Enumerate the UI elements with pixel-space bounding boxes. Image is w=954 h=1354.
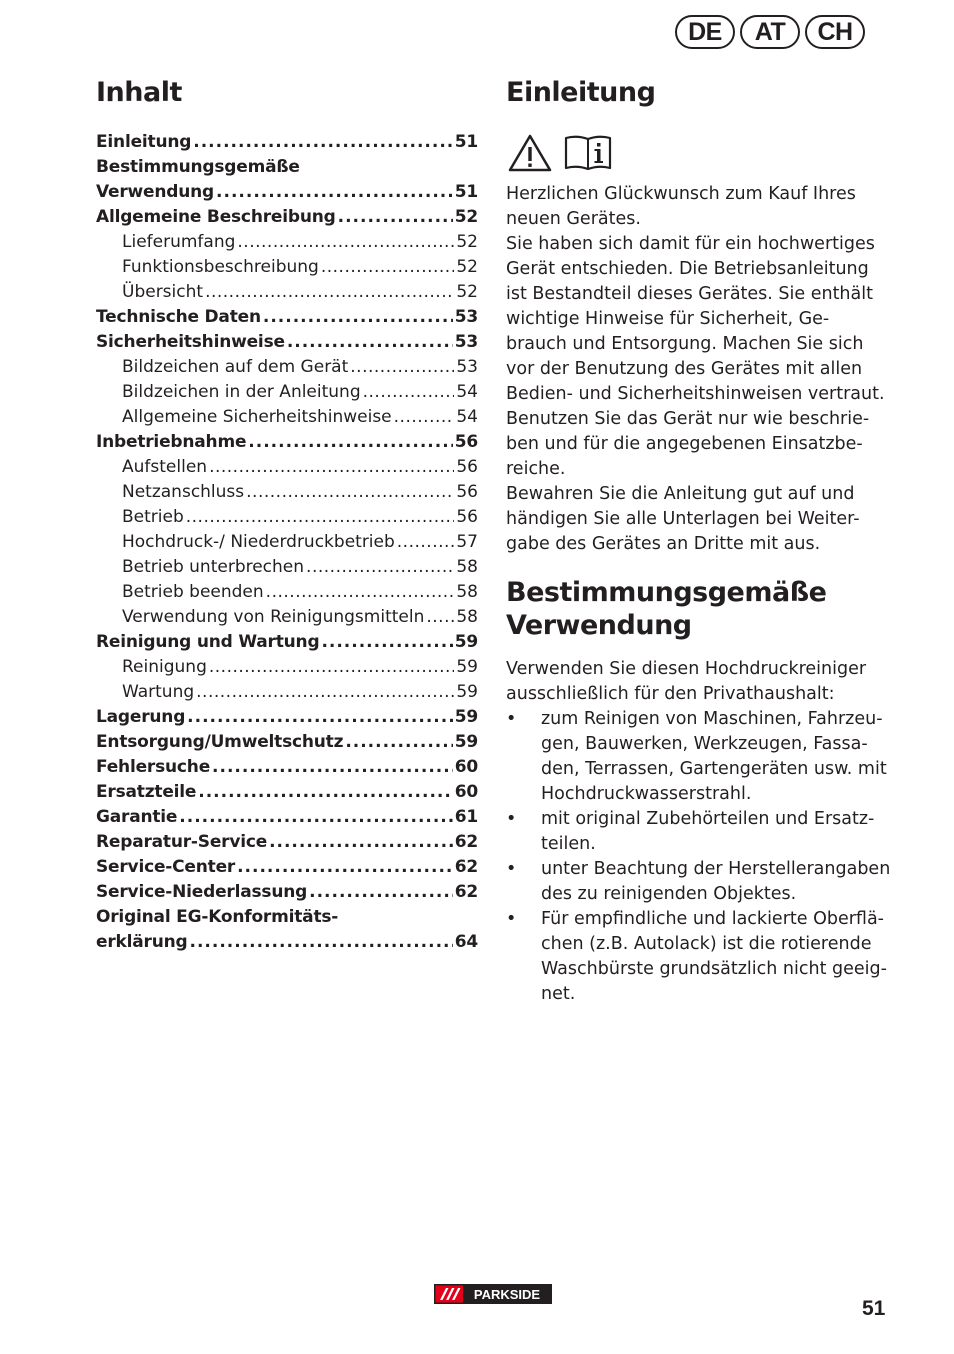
toc-entry-label: Funktionsbeschreibung <box>122 257 319 277</box>
toc-entry-page: 53 <box>454 332 478 352</box>
toc-leader-dots <box>189 932 452 952</box>
toc-entry-label: Verwendung von Reinigungsmitteln <box>122 607 425 627</box>
toc-entry-page: 59 <box>456 657 478 677</box>
bullet-line: mit original Zubehörteilen und Ersatz- <box>541 809 875 829</box>
einleitung-line: ist Bestandteil dieses Gerätes. Sie enthält <box>506 284 873 304</box>
toc-entry <box>96 832 478 857</box>
toc-entry-label: Entsorgung/Umweltschutz <box>96 732 344 752</box>
toc-entry-page: 54 <box>456 407 478 427</box>
bullet-line: des zu reinigenden Objektes. <box>541 884 797 904</box>
toc-entry-page: 58 <box>456 557 478 577</box>
einleitung-line: Bewahren Sie die Anleitung gut auf und <box>506 484 855 504</box>
einleitung-line: Benutzen Sie das Gerät nur wie beschrie- <box>506 409 870 429</box>
bestimmung-bullet-list <box>506 707 896 1007</box>
toc-entry <box>96 707 478 732</box>
toc-entry-label: Bildzeichen in der Anleitung <box>122 382 361 402</box>
toc-leader-dots <box>394 407 455 427</box>
toc-entry-label: Inbetriebnahme <box>96 432 247 452</box>
toc-entry-label: Wartung <box>122 682 195 702</box>
bullet-line: unter Beachtung der Herstellerangaben <box>541 859 891 879</box>
toc-leader-dots <box>321 257 455 277</box>
toc-entry <box>96 232 478 257</box>
bullet-line: Waschbürste grundsätzlich nicht geeig- <box>541 959 887 979</box>
toc-leader-dots <box>179 807 452 827</box>
toc-entry <box>96 132 478 157</box>
toc-leader-dots <box>248 432 452 452</box>
toc-entry-label: Fehlersuche <box>96 757 211 777</box>
bullet-line: Hochdruckwasserstrahl. <box>541 784 752 804</box>
toc-entry-page: 52 <box>456 257 478 277</box>
toc-entry <box>96 657 478 682</box>
bestimmung-body <box>506 657 896 1007</box>
toc-entry-page: 60 <box>454 782 478 802</box>
toc-entry-label: Aufstellen <box>122 457 208 477</box>
toc-entry-page: 53 <box>456 357 478 377</box>
toc-leader-dots <box>212 757 453 777</box>
einleitung-line: neuen Gerätes. <box>506 209 641 229</box>
toc-entry-page: 54 <box>456 382 478 402</box>
toc-entry <box>96 457 478 482</box>
bullet-line: chen (z.B. Autolack) ist die rotierende <box>541 934 872 954</box>
toc-leader-dots <box>237 232 454 252</box>
einleitung-line: Bedien- und Sicherheitshinweisen vertraut. <box>506 384 885 404</box>
toc-leader-dots <box>187 707 453 727</box>
toc-leader-dots <box>263 307 453 327</box>
bestimmung-intro <box>506 657 896 707</box>
toc-entry <box>96 782 478 807</box>
toc-entry-label: Betrieb beenden <box>122 582 264 602</box>
toc-leader-dots <box>345 732 452 752</box>
toc-entry <box>96 282 478 307</box>
list-item <box>506 807 896 857</box>
toc-leader-dots <box>198 782 452 802</box>
toc-entry-page: 56 <box>454 432 478 452</box>
bullet-line: Für empfindliche und lackierte Oberflä- <box>541 909 884 929</box>
toc-entry-label: Betrieb unterbrechen <box>122 557 305 577</box>
toc-entry-label: Garantie <box>96 807 178 827</box>
einleitung-line: reiche. <box>506 459 566 479</box>
toc-entry-page: 51 <box>454 182 478 202</box>
bestimmung-heading-line2: Verwendung <box>506 610 692 641</box>
list-item <box>506 907 896 1007</box>
toc-entry <box>96 582 478 607</box>
toc-entry-label: Ersatzteile <box>96 782 197 802</box>
einleitung-line: brauch und Entsorgung. Machen Sie sich <box>506 334 864 354</box>
bestimmung-heading-line1: Bestimmungsgemäße <box>506 577 827 608</box>
toc-entry <box>96 507 478 532</box>
einleitung-line: vor der Benutzung des Gerätes mit allen <box>506 359 863 379</box>
einleitung-line: gabe des Gerätes an Dritte mit aus. <box>506 534 821 554</box>
toc-entry <box>96 207 478 232</box>
bullet-icon: • <box>506 709 517 729</box>
bullet-icon: • <box>506 859 517 879</box>
toc-entry <box>96 332 478 357</box>
toc-leader-dots <box>426 607 454 627</box>
toc-entry-label: Hochdruck-/ Niederdruckbetrieb <box>122 532 395 552</box>
list-item <box>506 857 896 907</box>
bullet-line: zum Reinigen von Maschinen, Fahrzeu- <box>541 709 883 729</box>
toc-entry <box>96 182 478 207</box>
toc-entry <box>96 757 478 782</box>
toc-leader-dots <box>269 832 453 852</box>
country-badge-ch: CH <box>805 15 865 49</box>
toc-entry-page: 60 <box>454 757 478 777</box>
toc-leader-dots <box>193 132 453 152</box>
toc-entry-label: Bestimmungsgemäße <box>96 157 300 177</box>
table-of-contents <box>96 132 478 957</box>
toc-entry <box>96 157 478 182</box>
einleitung-heading: Einleitung <box>506 77 656 108</box>
toc-entry-label: Einleitung <box>96 132 192 152</box>
toc-entry <box>96 732 478 757</box>
toc-leader-dots <box>186 507 455 527</box>
toc-entry-page: 58 <box>456 607 478 627</box>
country-badges <box>675 15 865 49</box>
toc-entry-label: Allgemeine Beschreibung <box>96 207 336 227</box>
toc-leader-dots <box>216 182 453 202</box>
toc-entry <box>96 682 478 707</box>
toc-entry-label: Lieferumfang <box>122 232 236 252</box>
toc-leader-dots <box>237 857 453 877</box>
toc-leader-dots <box>397 532 455 552</box>
toc-entry <box>96 557 478 582</box>
country-badge-at: AT <box>740 15 800 49</box>
toc-entry <box>96 407 478 432</box>
page-number: 51 <box>862 1297 886 1320</box>
toc-entry-page: 52 <box>454 207 478 227</box>
toc-entry-label: Bildzeichen auf dem Gerät <box>122 357 349 377</box>
toc-leader-dots <box>321 632 452 652</box>
toc-entry-page: 59 <box>454 632 478 652</box>
toc-entry-label: Übersicht <box>122 282 204 302</box>
bullet-line: den, Terrassen, Gartengeräten usw. mit <box>541 759 887 779</box>
bullet-line: net. <box>541 984 576 1004</box>
bullet-icon: • <box>506 909 517 929</box>
toc-entry-page: 56 <box>456 507 478 527</box>
country-badge-de: DE <box>675 15 735 49</box>
warning-icon <box>507 133 553 177</box>
parkside-logo <box>434 1284 552 1308</box>
toc-entry <box>96 882 478 907</box>
toc-entry-page: 59 <box>456 682 478 702</box>
bullet-icon: • <box>506 809 517 829</box>
toc-entry-page: 58 <box>456 582 478 602</box>
toc-entry <box>96 807 478 832</box>
bullet-line: gen, Bauwerken, Werkzeugen, Fassa- <box>541 734 868 754</box>
bullet-line: teilen. <box>541 834 596 854</box>
list-item <box>506 707 896 807</box>
toc-entry-label: Lagerung <box>96 707 186 727</box>
toc-entry-page: 62 <box>454 857 478 877</box>
toc-entry-label: Reinigung <box>122 657 207 677</box>
toc-leader-dots <box>209 457 454 477</box>
toc-entry-page: 52 <box>456 232 478 252</box>
toc-entry-label: Reparatur-Service <box>96 832 268 852</box>
toc-leader-dots <box>266 582 455 602</box>
toc-entry-page: 57 <box>456 532 478 552</box>
toc-entry-label: Original EG-Konformitäts- <box>96 907 339 927</box>
toc-entry <box>96 482 478 507</box>
toc-entry-page: 51 <box>454 132 478 152</box>
toc-entry-label: Service-Niederlassung <box>96 882 308 902</box>
toc-leader-dots <box>287 332 453 352</box>
brand-name: PARKSIDE <box>473 1287 541 1302</box>
toc-title: Inhalt <box>96 77 182 108</box>
toc-leader-dots <box>209 657 455 677</box>
toc-entry-label: Betrieb <box>122 507 184 527</box>
toc-entry <box>96 257 478 282</box>
bestimmung-intro-line: Verwenden Sie diesen Hochdruckreiniger <box>506 659 867 679</box>
toc-entry-label: Sicherheitshinweise <box>96 332 285 352</box>
toc-entry-page: 62 <box>454 832 478 852</box>
toc-leader-dots <box>309 882 453 902</box>
toc-entry-page: 62 <box>454 882 478 902</box>
toc-leader-dots <box>196 682 454 702</box>
toc-entry-label: Allgemeine Sicherheitshinweise <box>122 407 392 427</box>
toc-leader-dots <box>338 207 453 227</box>
toc-entry <box>96 532 478 557</box>
toc-entry-label: Verwendung <box>96 182 215 202</box>
toc-entry-page: 64 <box>454 932 478 952</box>
toc-entry <box>96 357 478 382</box>
toc-entry <box>96 857 478 882</box>
toc-entry-page: 61 <box>454 807 478 827</box>
toc-entry-page: 59 <box>454 732 478 752</box>
toc-entry-page: 56 <box>456 457 478 477</box>
toc-entry-label: Technische Daten <box>96 307 261 327</box>
toc-entry-label: erklärung <box>96 932 188 952</box>
toc-entry-label: Service-Center <box>96 857 236 877</box>
toc-entry-label: Reinigung und Wartung <box>96 632 320 652</box>
einleitung-line: wichtige Hinweise für Sicherheit, Ge- <box>506 309 830 329</box>
toc-entry <box>96 632 478 657</box>
toc-entry <box>96 432 478 457</box>
info-manual-icon <box>563 133 613 177</box>
toc-leader-dots <box>350 357 454 377</box>
toc-entry-page: 56 <box>456 482 478 502</box>
toc-entry-page: 52 <box>456 282 478 302</box>
toc-entry <box>96 607 478 632</box>
toc-entry-page: 59 <box>454 707 478 727</box>
symbol-row <box>507 133 613 177</box>
toc-leader-dots <box>246 482 454 502</box>
einleitung-line: Herzlichen Glückwunsch zum Kauf Ihres <box>506 184 856 204</box>
toc-leader-dots <box>205 282 454 302</box>
einleitung-line: Sie haben sich damit für ein hochwertiges <box>506 234 875 254</box>
toc-entry <box>96 907 478 932</box>
bestimmung-intro-line: ausschließlich für den Privathaushalt: <box>506 684 835 704</box>
toc-leader-dots <box>306 557 454 577</box>
einleitung-line: händigen Sie alle Unterlagen bei Weiter- <box>506 509 860 529</box>
toc-entry <box>96 382 478 407</box>
toc-leader-dots <box>363 382 455 402</box>
einleitung-body <box>506 182 896 557</box>
toc-entry-page: 53 <box>454 307 478 327</box>
toc-entry-label: Netzanschluss <box>122 482 245 502</box>
einleitung-line: ben und für die angegebenen Einsatzbe- <box>506 434 863 454</box>
toc-entry <box>96 307 478 332</box>
toc-entry <box>96 932 478 957</box>
einleitung-line: Gerät entschieden. Die Betriebsanleitung <box>506 259 869 279</box>
